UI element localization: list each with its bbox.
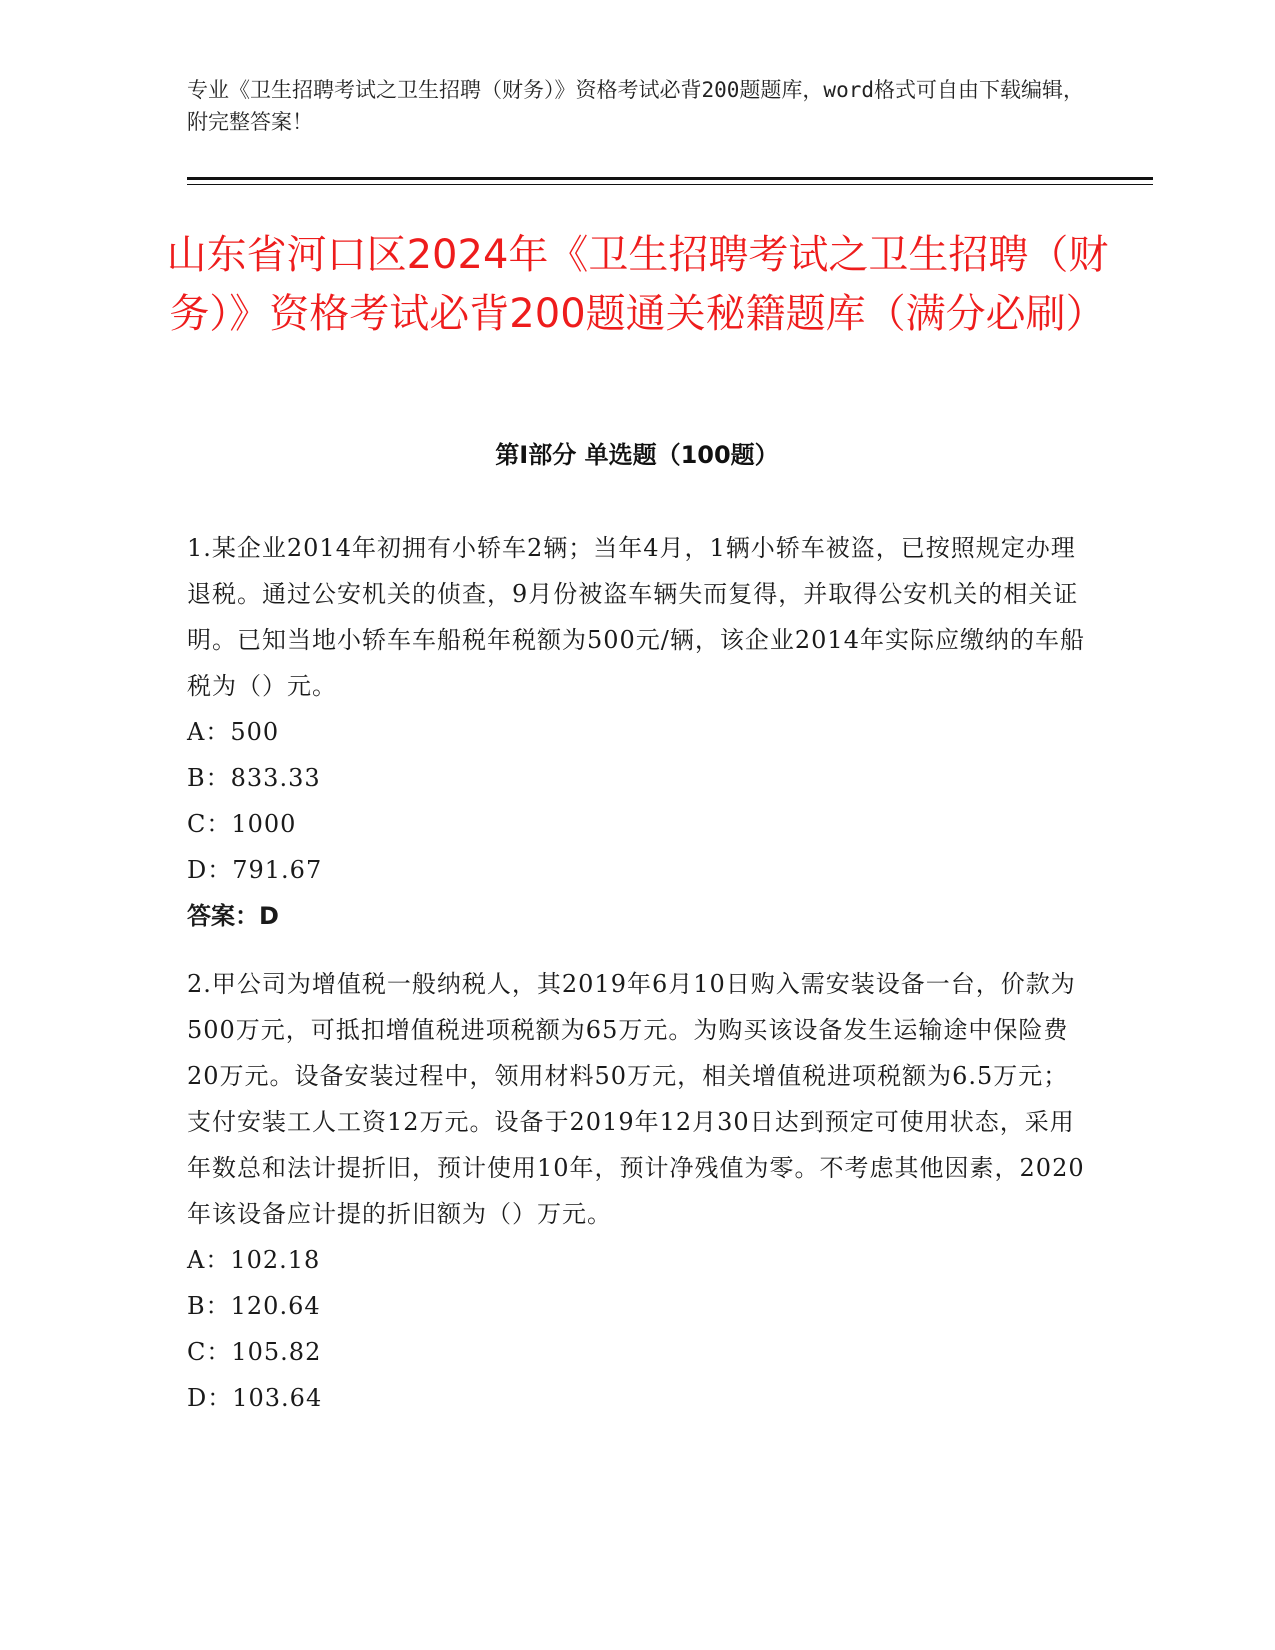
header-note: 专业《卫生招聘考试之卫生招聘（财务）》资格考试必背200题题库，word格式可自由下载编辑，附完整答案！	[187, 78, 1084, 134]
option-c: C：1000	[187, 810, 297, 838]
question-1	[187, 525, 1087, 939]
option-b: B：120.64	[187, 1292, 321, 1320]
header-divider-thick	[187, 177, 1153, 180]
option-d: D：103.64	[187, 1384, 323, 1412]
option-c: C：105.82	[187, 1338, 322, 1366]
answer: 答案：D	[187, 902, 279, 930]
document-title: 山东省河口区2024年《卫生招聘考试之卫生招聘（财务）》资格考试必背200题通关秘籍题库（满分必刷）	[166, 232, 1109, 337]
question-2	[187, 961, 1087, 1421]
option-b: B：833.33	[187, 764, 321, 792]
question-list	[187, 525, 1087, 1443]
question-stem: 1.某企业2014年初拥有小轿车2辆；当年4月，1辆小轿车被盗，已按照规定办理退税。通过公安机关的侦查，9月份被盗车辆失而复得，并取得公安机关的相关证明。已知当地小轿车车船税年税额为500元/辆，该企业2014年实际应缴纳的车船税为（）元。	[187, 534, 1085, 700]
option-d: D：791.67	[187, 856, 323, 884]
section-heading: 第I部分 单选题（100题）	[495, 441, 779, 469]
header-divider-thin	[187, 184, 1153, 185]
option-a: A：500	[187, 718, 280, 746]
question-stem: 2.甲公司为增值税一般纳税人，其2019年6月10日购入需安装设备一台，价款为500万元，可抵扣增值税进项税额为65万元。为购买该设备发生运输途中保险费20万元。设备安装过程中，领用材料50万元，相关增值税进项税额为6.5万元；支付安装工人工资12万元。设备于2019年12月30日达到预定可使用状态，采用年数总和法计提折旧，预计使用10年，预计净残值为零。不考虑其他因素，2020年该设备应计提的折旧额为（）万元。	[187, 970, 1085, 1228]
option-a: A：102.18	[187, 1246, 321, 1274]
